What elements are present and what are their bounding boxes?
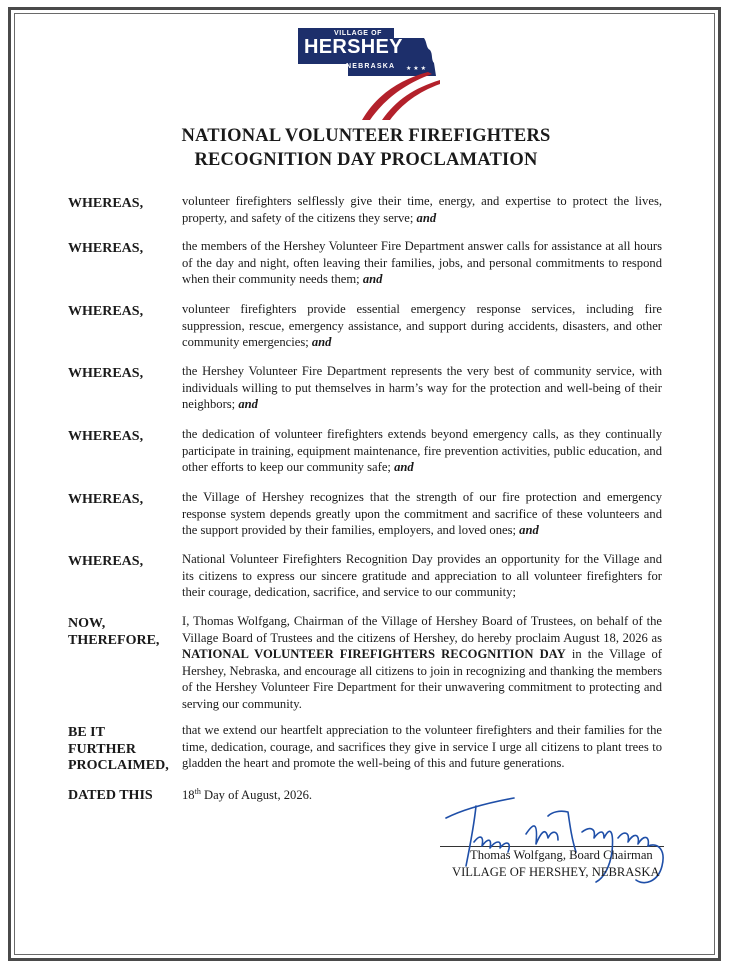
clause-text — [182, 238, 662, 288]
clause-label: WHEREAS, — [68, 492, 144, 507]
clause-and: and — [416, 210, 437, 225]
now-therefore-label — [68, 616, 159, 649]
title-line-1: NATIONAL VOLUNTEER FIREFIGHTERS — [181, 126, 551, 146]
proclaimed-day-name: NATIONAL VOLUNTEER FIREFIGHTERS RECOGNITION DAY — [182, 647, 566, 661]
clause-and: and — [311, 335, 332, 349]
clause-label: WHEREAS, — [68, 429, 144, 444]
svg-text:★ ★ ★: ★ ★ ★ — [406, 65, 426, 72]
title-line-2: RECOGNITION DAY PROCLAMATION — [194, 150, 538, 170]
clause-and: and — [362, 272, 383, 286]
therefore-label: THEREFORE, — [68, 632, 160, 648]
clause-label: WHEREAS, — [68, 366, 144, 381]
clause-text — [182, 301, 662, 351]
be-it-text: that we extend our heartfelt appreciation to the volunteer firefighters and their families for the time, dedication, courage, and sacrifices they give in service I urge all citizens to plant trees to gladden the heart and promote the well-being of this and future generations. — [182, 723, 662, 770]
clause-body: the Hershey Volunteer Fire Department represents the very best of community service, with individuals willing to put themselves in harm’s way for the protection and well-being of their neighbors; — [182, 364, 662, 411]
now-therefore-text — [182, 613, 662, 712]
village-logo — [296, 26, 442, 120]
clause-text — [182, 489, 662, 539]
clause-body: the members of the Hershey Volunteer Fire Department answer calls for assistance at all hours of the day and night, often leaving their families, jobs, and personal commitments to respond when their community needs them; — [182, 239, 662, 286]
clause-label: WHEREAS, — [68, 304, 144, 319]
clause-body: National Volunteer Firefighters Recognition Day provides an opportunity for the Village and its citizens to express our sincere gratitude and appreciation to all volunteer firefighters for their courage, dedication, sacrifice, and service to our community; — [182, 552, 662, 599]
dated-label: DATED THIS — [68, 788, 153, 803]
signatory-name-title: Thomas Wolfgang, Board Chairman — [470, 848, 653, 862]
clause-body: volunteer firefighters provide essential emergency response services, including fire suppression, rescue, emergency assistance, and support during accidents, disasters, and other community emergencies; — [182, 302, 662, 349]
logo-state: NEBRASKA — [346, 63, 396, 70]
clause-body: the dedication of volunteer firefighters extends beyond emergency calls, as they continually participate in training, equipment maintenance, fire prevention activities, public education, and other efforts to keep our community safe; — [182, 427, 662, 474]
clause-label: WHEREAS, — [68, 241, 144, 256]
now-label: NOW, — [68, 616, 106, 631]
be-it-line: BE IT — [68, 725, 105, 740]
be-it-label — [68, 725, 169, 775]
further-line: FURTHER — [68, 741, 136, 757]
signatory-village: VILLAGE OF HERSHEY, NEBRASKA — [452, 865, 660, 879]
dated-day-suffix: th — [194, 786, 201, 796]
clause-text — [182, 193, 662, 226]
proclaimed-line: PROCLAIMED, — [68, 758, 169, 773]
clause-label: WHEREAS, — [68, 196, 144, 211]
dated-rest: Day of August, 2026. — [203, 788, 313, 802]
clause-and: and — [519, 523, 539, 537]
clause-body: volunteer firefighters selflessly give their time, energy, and expertise to protect the lives, property, and safety of the citizens they serve; — [182, 194, 662, 225]
dated-day: 18 — [182, 788, 195, 802]
clause-text — [182, 363, 662, 413]
clause-text — [182, 551, 662, 601]
clause-and: and — [238, 397, 258, 411]
logo-village-of: VILLAGE OF — [334, 30, 382, 37]
now-therefore-body: I, Thomas Wolfgang, Chairman of the Village of Hershey Board of Trustees, on behalf of the Village Board of Trustees and the citizens of Hershey, do hereby proclaim August 18, 2026 as — [182, 614, 662, 645]
clause-label: WHEREAS, — [68, 554, 144, 569]
clause-and: and — [394, 460, 414, 474]
clause-text — [182, 426, 662, 476]
now-therefore-body-end: in the Village of Hershey, Nebraska, and encourage all citizens to join in recognizing and thanking the members of the Hershey Volunteer Fire Department for their unwavering commitment to protecting and serving our community. — [182, 647, 662, 711]
logo-village-name: HERSHEY — [304, 36, 403, 58]
clause-body: the Village of Hershey recognizes that the strength of our fire protection and emergency response system depends greatly upon the commitment and sacrifice of these volunteers and the support provided by their families, employers, and loved ones; — [182, 490, 662, 537]
